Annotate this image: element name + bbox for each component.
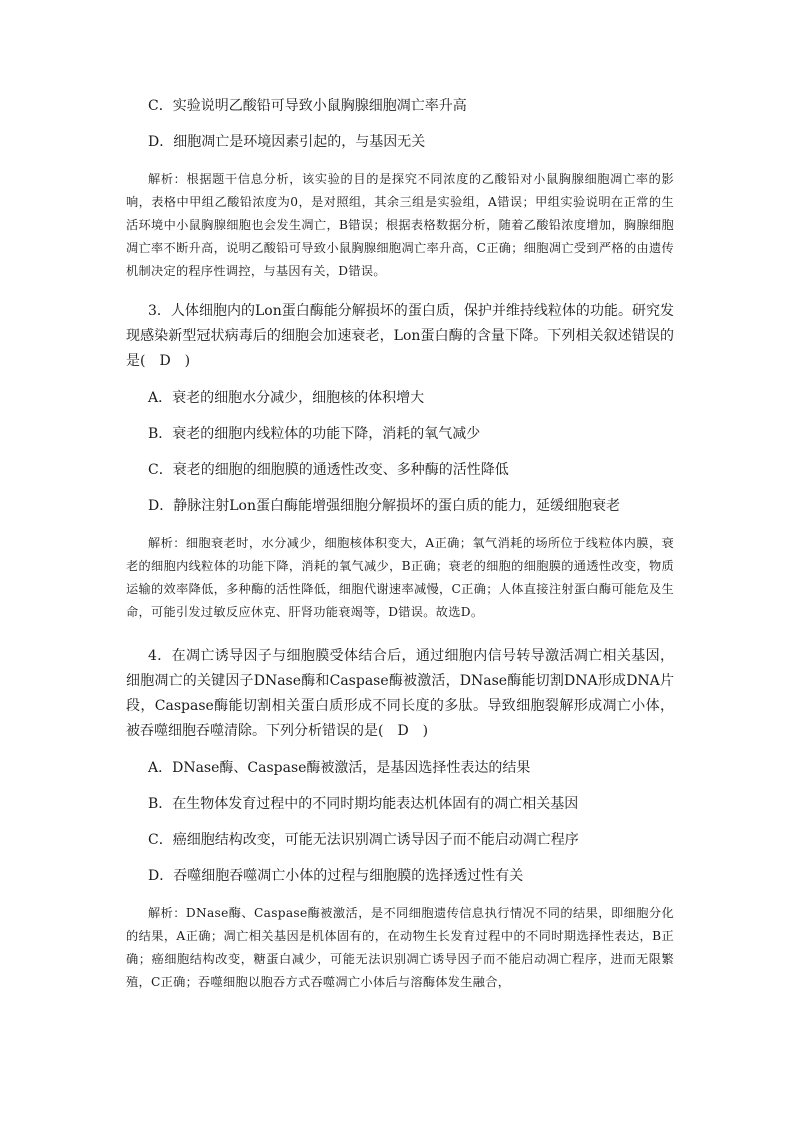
q4-option-b: B．在生物体发育过程中的不同时期均能表达机体固有的凋亡相关基因 xyxy=(148,796,579,812)
q3-option-d: D．静脉注射Lon蛋白酶能增强细胞分解损坏的蛋白质的能力，延缓细胞衰老 xyxy=(148,498,620,514)
q3-explanation: 解析：细胞衰老时，水分减少，细胞核体积变大，A正确；氧气消耗的场所位于线粒体内膜，衰老的细胞内线粒体的功能下降，消耗的氧气减少，B正确；衰老的细胞的细胞膜的通透性改变，物质运输的效率降低，多种酶的活性降低，细胞代谢速率减慢，C正确；人体直接注射蛋白酶可能危及生命，可能引发过敏反应休克、肝肾功能衰竭等，D错误。故选D。 xyxy=(126,536,674,619)
q4-explanation: 解析：DNase酶、Caspase酶被激活，是不同细胞遗传信息执行情况不同的结果，即细胞分化的结果，A正确；凋亡相关基因是机体固有的，在动物生长发育过程中的不同时期选择性表达，B正确；癌细胞结构改变，糖蛋白减少，可能无法识别凋亡诱导因子而不能启动凋亡程序，进而无限繁殖，C正确；吞噬细胞以胞吞方式吞噬凋亡小体后与溶酶体发生融合， xyxy=(126,906,674,989)
q3-option-c: C．衰老的细胞的细胞膜的通透性改变、多种酶的活性降低 xyxy=(148,462,509,478)
q3-option-a: A．衰老的细胞水分减少，细胞核的体积增大 xyxy=(148,390,425,406)
q4-option-c: C．癌细胞结构改变，可能无法识别凋亡诱导因子而不能启动凋亡程序 xyxy=(148,832,579,848)
q4-stem: 4．在凋亡诱导因子与细胞膜受体结合后，通过细胞内信号转导激活凋亡相关基因，细胞凋亡的关键因子DNase酶和Caspase酶被激活，DNase酶能切割DNA形成DNA片段，Caspase酶能切割相关蛋白质形成不同长度的多肽。导致细胞裂解形成凋亡小体，被吞噬细胞吞噬清除。下列分析错误的是( D ) xyxy=(126,648,674,739)
q3-option-b: B．衰老的细胞内线粒体的功能下降，消耗的氧气减少 xyxy=(148,426,481,442)
q2-explanation: 解析：根据题干信息分析，该实验的目的是探究不同浓度的乙酸铅对小鼠胸腺细胞凋亡率的影响，表格中甲组乙酸铅浓度为0，是对照组，其余三组是实验组，A错误；甲组实验说明在正常的生活环境中小鼠胸腺细胞也会发生凋亡，B错误；根据表格数据分析，随着乙酸铅浓度增加，胸腺细胞凋亡率不断升高，说明乙酸铅可导致小鼠胸腺细胞凋亡率升高，C正确；细胞凋亡受到严格的由遗传机制决定的程序性调控，与基因有关，D错误。 xyxy=(126,172,674,278)
q4-option-d: D．吞噬细胞吞噬凋亡小体的过程与细胞膜的选择透过性有关 xyxy=(148,868,524,884)
document-body xyxy=(126,96,674,1010)
q4-option-a: A．DNase酶、Caspase酶被激活，是基因选择性表达的结果 xyxy=(148,760,531,776)
q2-option-c: C．实验说明乙酸铅可导致小鼠胸腺细胞凋亡率升高 xyxy=(148,98,467,114)
q2-option-d: D．细胞凋亡是环境因素引起的，与基因无关 xyxy=(148,134,426,150)
q3-stem: 3．人体细胞内的Lon蛋白酶能分解损坏的蛋白质，保护并维持线粒体的功能。研究发现感染新型冠状病毒后的细胞会加速衰老，Lon蛋白酶的含量下降。下列相关叙述错误的是( D ) xyxy=(126,303,674,369)
